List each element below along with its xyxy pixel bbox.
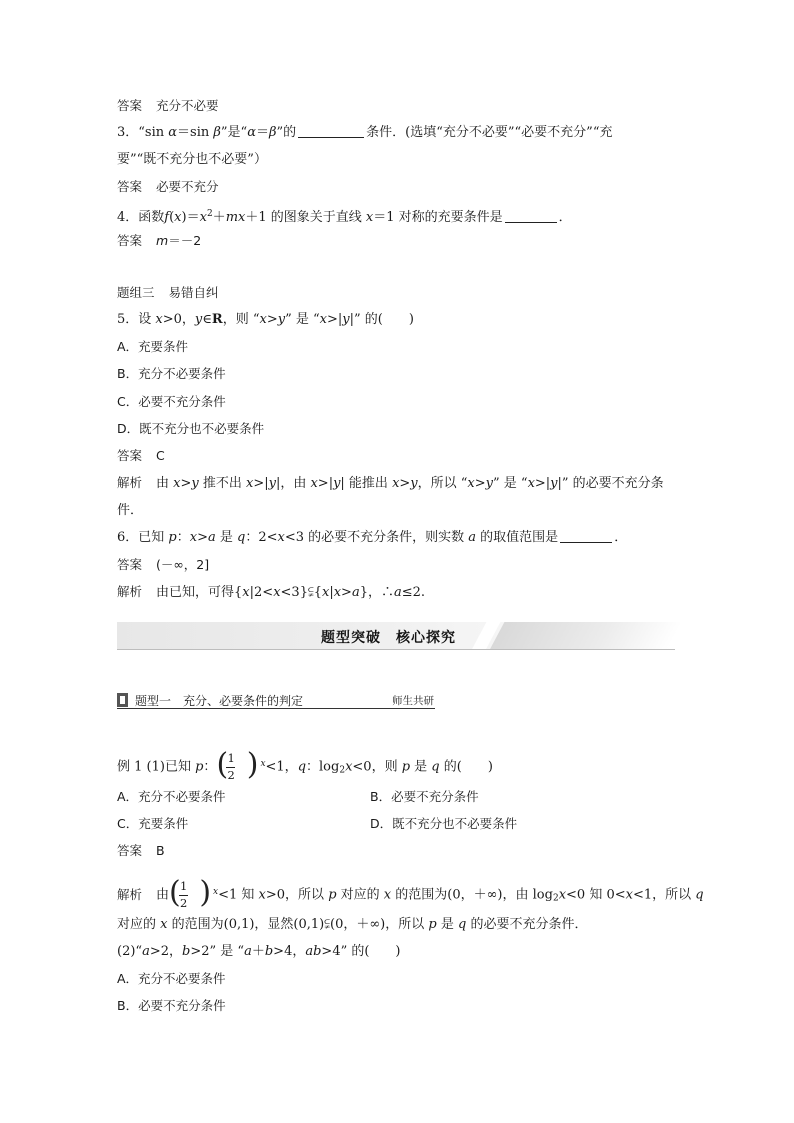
option-d: D．既不充分也不必要条件 xyxy=(117,421,265,436)
explanation: 解析 由 ( 1 2 ) $^x$<1 知 x>0，所以 p 对应的 x 的范围为(0，＋∞)，由 $\log_2x<0$ 知 0<x<1，所以 q xyxy=(117,875,704,910)
option-b: B．必要不充分条件 xyxy=(117,998,226,1013)
fill-blank xyxy=(560,530,612,543)
explanation: 解析 由 x>y 推不出 x>|y|，由 x>|y| 能推出 x>y，所以 “x>y” 是 “x>|y|” 的必要不充分条 xyxy=(117,475,664,491)
option-c: C．充要条件 xyxy=(117,816,189,831)
answer-line: 答案 m＝－2 xyxy=(117,233,202,248)
type-heading xyxy=(117,692,435,710)
example-1-part-2: (2)“a>2，b>2” 是 “a＋b>4，ab>4” 的( ) xyxy=(117,944,401,959)
section-banner xyxy=(117,622,675,650)
answer-line xyxy=(117,97,219,115)
option-d: D．既不充分也不必要条件 xyxy=(370,816,518,831)
explanation-cont: 对应的 x 的范围为(0,1)，显然(0,1)⫋(0，＋∞)，所以 p 是 q 的必要不充分条件． xyxy=(117,917,588,932)
fraction: ( 1 2 ) xyxy=(216,747,259,782)
fill-blank xyxy=(298,125,364,138)
answer-label: 答案 xyxy=(117,98,143,113)
answer-value: 充分不必要 xyxy=(156,98,219,113)
banner-decoration xyxy=(490,622,683,650)
question-3: 3．“sin α＝sin β”是“α＝β”的 条件．(选填“充分不必要”“必要不充分”“充 xyxy=(117,125,613,140)
option-b: B．充分不必要条件 xyxy=(117,366,226,381)
question-6: 6．已知 p：x>a 是 q：2<x<3 的必要不充分条件，则实数 a 的取值范围是 ． xyxy=(117,530,628,545)
option-a: A．充分不必要条件 xyxy=(117,789,226,804)
example-1: 例 1 (1)已知 p： ( 1 2 ) $^x$<1，q：$\log_2x<0$，则 p 是 q 的( ) xyxy=(117,747,493,782)
explanation: 解析 由已知，可得{x|2<x<3}⫋{x|x>a}，∴a≤2. xyxy=(117,584,426,600)
type-title: 题型一 充分、必要条件的判定 xyxy=(135,694,304,708)
option-b: B．必要不充分条件 xyxy=(370,789,479,804)
section-title: 题型突破 核心探究 xyxy=(321,630,456,646)
option-a: A．充分不必要条件 xyxy=(117,971,226,986)
answer-line: 答案 B xyxy=(117,843,165,858)
explanation-cont: 件． xyxy=(117,503,144,518)
fill-blank xyxy=(505,210,557,223)
option-c: C．必要不充分条件 xyxy=(117,394,226,409)
question-5: 5．设 x>0，y∈R，则 “x>y” 是 “x>|y|” 的( ) xyxy=(117,312,414,327)
answer-line: 答案 (－∞，2] xyxy=(117,557,210,572)
fraction: ( 1 2 ) xyxy=(169,875,212,910)
group-heading: 题组三 易错自纠 xyxy=(117,285,219,300)
answer-line: 答案 C xyxy=(117,448,165,463)
answer-line: 答案 必要不充分 xyxy=(117,179,219,194)
question-4: 4．函数$f(x)=x^2+mx+1$ 的图象关于直线 x＝1 对称的充要条件是 ． xyxy=(117,209,572,225)
option-a: A．充要条件 xyxy=(117,339,189,354)
question-3-cont: 要”“既不充分也不必要”） xyxy=(117,152,267,167)
type-tag: 师生共研 xyxy=(392,695,434,707)
